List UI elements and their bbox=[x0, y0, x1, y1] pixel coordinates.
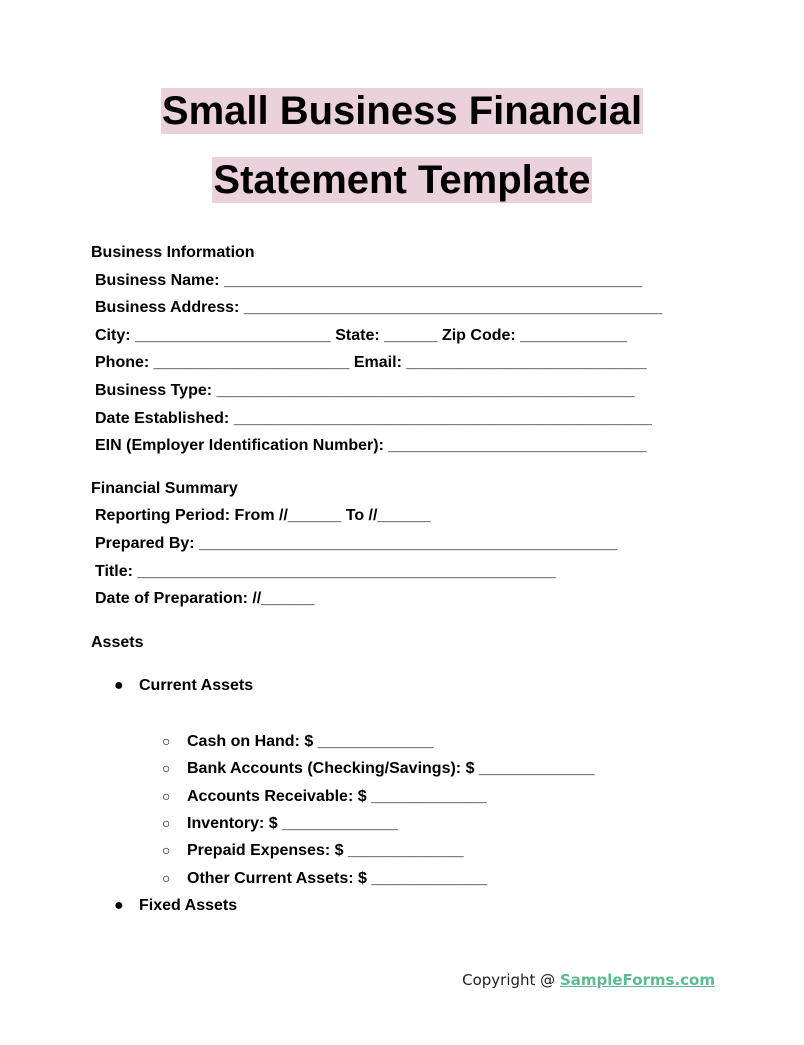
bullet-icon: ● bbox=[114, 677, 124, 694]
field-title[interactable]: Title: _______________________________________________ bbox=[95, 563, 556, 580]
field-date-of-preparation[interactable]: Date of Preparation: //______ bbox=[95, 590, 315, 607]
copyright-prefix: Copyright @ bbox=[462, 971, 560, 989]
bullet-icon: ● bbox=[114, 897, 124, 914]
current-assets-label: Current Assets bbox=[139, 677, 254, 694]
list-item-current-assets bbox=[114, 677, 253, 695]
circle-bullet-icon: ○ bbox=[162, 788, 171, 804]
document-title bbox=[0, 88, 804, 203]
title-line-1: Small Business Financial bbox=[161, 89, 643, 133]
field-accounts-receivable[interactable] bbox=[162, 788, 487, 806]
bank-accounts-text: Bank Accounts (Checking/Savings): $ _____________ bbox=[187, 760, 595, 777]
field-prepared-by[interactable]: Prepared By: _______________________________________________ bbox=[95, 535, 618, 552]
fixed-assets-label: Fixed Assets bbox=[139, 897, 238, 914]
field-business-type[interactable]: Business Type: _______________________________________________ bbox=[95, 382, 635, 399]
field-cash-on-hand[interactable] bbox=[162, 733, 433, 751]
section-heading-assets: Assets bbox=[91, 634, 144, 651]
field-bank-accounts[interactable] bbox=[162, 760, 595, 778]
circle-bullet-icon: ○ bbox=[162, 870, 171, 886]
field-phone-email[interactable]: Phone: ______________________ Email: ___________________________ bbox=[95, 354, 647, 371]
field-reporting-period[interactable]: Reporting Period: From //______ To //______ bbox=[95, 507, 431, 524]
circle-bullet-icon: ○ bbox=[162, 733, 171, 749]
cash-on-hand-text: Cash on Hand: $ _____________ bbox=[187, 733, 434, 750]
prepaid-expenses-text: Prepaid Expenses: $ _____________ bbox=[187, 842, 464, 859]
inventory-text: Inventory: $ _____________ bbox=[187, 815, 398, 832]
title-line-2: Statement Template bbox=[213, 158, 591, 202]
field-date-established[interactable]: Date Established: _______________________________________________ bbox=[95, 410, 652, 427]
field-business-address[interactable]: Business Address: _______________________________________________ bbox=[95, 299, 663, 316]
section-heading-business-information: Business Information bbox=[91, 244, 255, 261]
copyright-footer bbox=[462, 971, 715, 989]
section-heading-financial-summary: Financial Summary bbox=[91, 480, 238, 497]
list-item-fixed-assets bbox=[114, 897, 237, 915]
field-ein[interactable]: EIN (Employer Identification Number): _____________________________ bbox=[95, 437, 647, 454]
circle-bullet-icon: ○ bbox=[162, 842, 171, 858]
field-other-current-assets[interactable] bbox=[162, 870, 487, 888]
field-business-name[interactable]: Business Name: _______________________________________________ bbox=[95, 272, 643, 289]
circle-bullet-icon: ○ bbox=[162, 760, 171, 776]
field-inventory[interactable] bbox=[162, 815, 398, 833]
circle-bullet-icon: ○ bbox=[162, 815, 171, 831]
brand-link[interactable]: SampleForms.com bbox=[559, 971, 715, 989]
field-prepaid-expenses[interactable] bbox=[162, 842, 464, 860]
accounts-receivable-text: Accounts Receivable: $ _____________ bbox=[187, 788, 487, 805]
other-current-assets-text: Other Current Assets: $ _____________ bbox=[187, 870, 488, 887]
field-city-state-zip[interactable]: City: ______________________ State: ______ Zip Code: ____________ bbox=[95, 327, 627, 344]
